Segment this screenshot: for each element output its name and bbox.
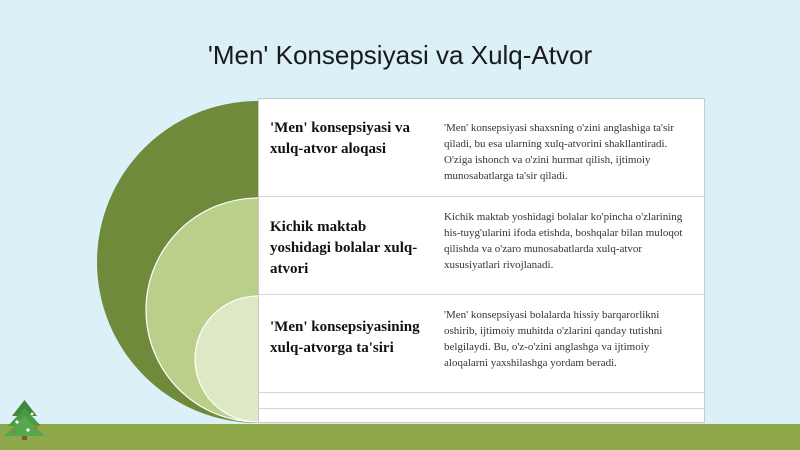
row-text: Kichik maktab yoshidagi bolalar ko'pincha o'zlarining his-tuyg'ularini ifoda etishda, boshqalar bilan muloqot qilishda va o'zaro munosabatlarda xulq-atvor xususiyatlari rivojlanadi.: [444, 211, 683, 271]
table-row: [259, 99, 704, 197]
ground-strip: [0, 424, 800, 450]
table-row: [259, 197, 704, 295]
row-text: 'Men' konsepsiyasi shaxsning o'zini anglashiga ta'sir qiladi, bu esa ularning xulq-atvorini shakllantiradi. O'ziga ishonch va o'zini hurmat qilish, ijtimoiy munosabatlarga ta'sir qiladi.: [444, 122, 675, 182]
tree-icon: [2, 398, 48, 442]
row-heading: 'Men' konsepsiyasining xulq-atvorga ta'siri: [270, 319, 420, 356]
row-text: 'Men' konsepsiyasi bolalarda hissiy barqarorlikni oshirib, ijtimoiy muhitda o'zlarini qanday tutishni belgilaydi. Bu, o'z-o'zini anglashga va ijtimoiy aloqalarni yaxshilashga yordam beradi.: [444, 309, 663, 369]
table-row-empty: [259, 393, 704, 409]
slide-title: 'Men' Konsepsiyasi va Xulq-Atvor: [207, 40, 593, 70]
table-row: [259, 295, 704, 393]
content-table: [258, 98, 705, 423]
row-heading: 'Men' konsepsiyasi va xulq-atvor aloqasi: [270, 120, 411, 157]
row-heading: Kichik maktab yoshidagi bolalar xulq-atvori: [270, 219, 418, 277]
